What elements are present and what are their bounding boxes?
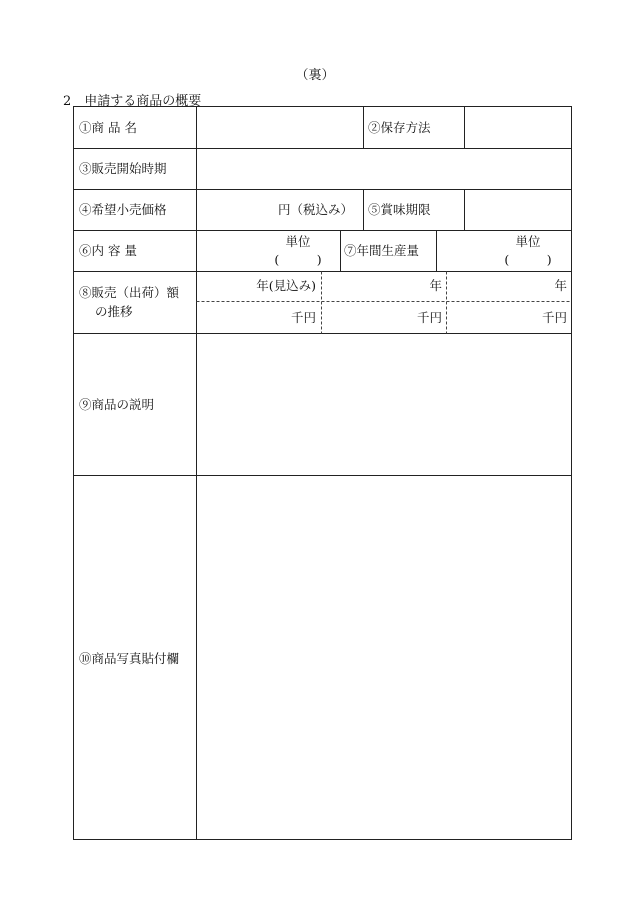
sales-amount-1: 千円	[290, 310, 316, 325]
annual-unit-paren: ( )	[504, 252, 552, 267]
sales-trend-label-line1: ⑧販売（出荷）額	[79, 285, 180, 300]
reverse-side-label: （裏）	[295, 68, 335, 83]
volume-unit-paren: ( )	[274, 252, 322, 267]
annual-production-label: ⑦年間生産量	[344, 243, 420, 258]
retail-price-label: ④希望小売価格	[79, 202, 167, 217]
sales-amount-2: 千円	[416, 310, 442, 325]
volume-label: ⑥内 容 量	[79, 243, 137, 258]
sales-year-2: 年	[429, 278, 442, 293]
sale-start-label: ③販売開始時期	[79, 161, 167, 176]
sales-year-3: 年	[554, 278, 567, 293]
section-title: 2 申請する商品の概要	[63, 94, 202, 109]
product-photo-label: ⑩商品写真貼付欄	[79, 651, 180, 666]
annual-unit: 単位	[515, 234, 541, 249]
product-name-label: ①商 品 名	[79, 120, 137, 135]
sales-year-1: 年(見込み)	[256, 278, 316, 293]
storage-method-label: ②保存方法	[368, 120, 431, 135]
product-description-label: ⑨商品の説明	[79, 397, 155, 412]
sales-trend-label-line2: の推移	[95, 304, 133, 319]
volume-unit: 単位	[285, 234, 311, 249]
sales-amount-3: 千円	[541, 310, 567, 325]
expiry-label: ⑤賞味期限	[368, 202, 431, 217]
price-unit: 円（税込み）	[278, 202, 354, 217]
